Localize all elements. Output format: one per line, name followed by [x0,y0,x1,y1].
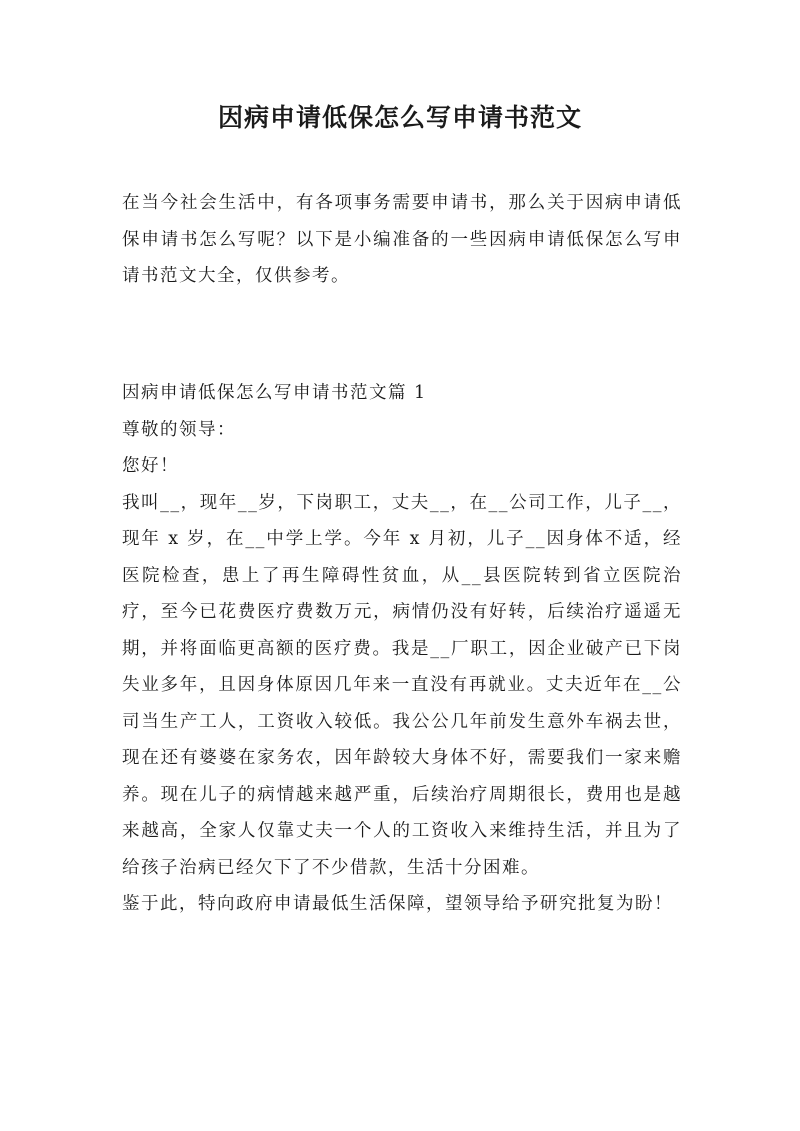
letter-section [122,375,682,923]
document-title: 因病申请低保怎么写申请书范文 [217,103,582,132]
closing-paragraph: 鉴于此，特向政府申请最低生活保障，望领导给予研究批复为盼！ [122,894,673,914]
salutation: 尊敬的领导： [122,419,236,440]
greeting: 您好！ [122,456,179,476]
intro-paragraph: 在当今社会生活中，有各项事务需要申请书，那么关于因病申请低保申请书怎么写呢？以下是小编准备的一些因病申请低保怎么写申请书范文大全，仅供参考。 [122,193,682,286]
letter-body-paragraph: 我叫__，现年__岁，下岗职工，丈夫__，在__公司工作，儿子__，现年 x 岁，在__中学上学。今年 x 月初，儿子__因身体不适，经医院检查，患上了再生障碍性贫血，从__县医院转到省立医院治疗，至今已花费医疗费数万元，病情仍没有好转，后续治疗遥遥无期，并将面临更高额的医疗费。我是__厂职工，因企业破产已下岗失业多年，且因身体原因几年来一直没有再就业。丈夫近年在__公司当生产工人，工资收入较低。我公公几年前发生意外车祸去世，现在还有婆婆在家务农，因年龄较大身体不好，需要我们一家来赡养。现在儿子的病情越来越严重，后续治疗周期很长，费用也是越来越高，全家人仅靠丈夫一个人的工资收入来维持生活，并且为了给孩子治病已经欠下了不少借款，生活十分困难。 [122,492,682,878]
section-heading: 因病申请低保怎么写申请书范文篇 1 [122,383,427,403]
